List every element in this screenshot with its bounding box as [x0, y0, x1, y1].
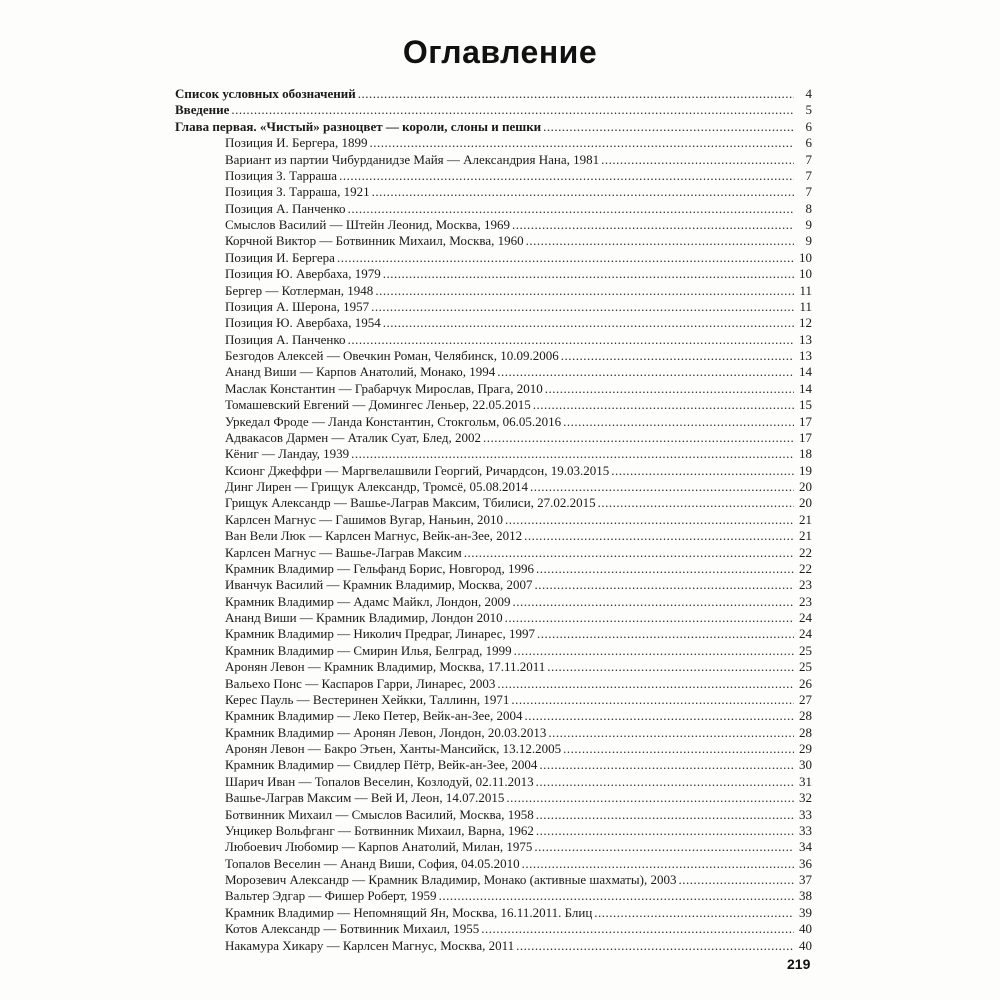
- toc-entry-label: Крамник Владимир — Свидлер Пётр, Вейк-ан-Зее, 2004: [225, 757, 538, 773]
- toc-entry-row: [175, 856, 812, 872]
- toc-entry-row: [175, 201, 812, 217]
- toc-entry-row: [175, 676, 812, 692]
- toc-entry-page: 33: [799, 806, 812, 822]
- toc-entry-row: [175, 168, 812, 184]
- dot-leader: [534, 577, 794, 593]
- toc-entry-label: Кёниг — Ландау, 1939: [225, 446, 350, 462]
- toc-entry-row: [175, 479, 812, 495]
- toc-entry-row: [175, 643, 812, 659]
- dot-leader: [514, 643, 794, 659]
- dot-leader: [516, 938, 794, 954]
- dot-leader: [526, 233, 794, 249]
- toc-entry-row: [175, 528, 812, 544]
- toc-entry-label: Крамник Владимир — Николич Предраг, Линарес, 1997: [225, 626, 535, 642]
- toc-entry-label: Позиция А. Панченко: [225, 331, 346, 347]
- toc-entry-page: 5: [805, 102, 812, 118]
- dot-leader: [548, 725, 794, 741]
- toc-entry-page: 24: [799, 626, 812, 642]
- dot-leader: [231, 102, 794, 118]
- toc-entry-page: 21: [799, 528, 812, 544]
- toc-entry-label: Керес Пауль — Вестеринен Хейкки, Таллинн, 1971: [225, 691, 510, 707]
- toc-entry-page: 25: [799, 642, 812, 658]
- dot-leader: [598, 495, 794, 511]
- toc-entry-page: 14: [799, 380, 812, 396]
- toc-entry-label: Позиция Ю. Авербаха, 1979: [225, 266, 381, 282]
- toc-entry-label: Глава первая. «Чистый» разноцвет — короли, слоны и пешки: [175, 118, 542, 134]
- dot-leader: [522, 856, 794, 872]
- toc-entry-page: 28: [799, 724, 812, 740]
- toc-entry-label: Динг Лирен — Грищук Александр, Тромсё, 05.08.2014: [225, 479, 528, 494]
- dot-leader: [601, 152, 794, 168]
- toc-entry-row: [175, 774, 812, 790]
- dot-leader: [611, 463, 794, 479]
- toc-entry-label: Введение: [175, 102, 230, 118]
- toc-entry-row: [175, 299, 812, 315]
- dot-leader: [464, 545, 794, 561]
- dot-leader: [351, 446, 794, 462]
- toc-entry-label: Маслак Константин — Грабарчук Мирослав, Прага, 2010: [225, 380, 543, 396]
- toc-entry-page: 10: [799, 266, 812, 282]
- dot-leader: [525, 708, 795, 724]
- dot-leader: [536, 561, 794, 577]
- toc-entry-label: Крамник Владимир — Леко Петер, Вейк-ан-Зее, 2004: [225, 708, 523, 724]
- toc-entry-page: 40: [799, 921, 812, 937]
- toc-entry-page: 36: [799, 855, 812, 871]
- toc-entry-page: 33: [799, 822, 812, 838]
- toc-entry-label: Позиция З. Тарраша: [225, 167, 338, 183]
- toc-entry-page: 14: [799, 364, 812, 380]
- toc-entry-label: Аронян Левон — Бакро Этьен, Ханты-Мансийск, 13.12.2005: [225, 741, 562, 756]
- toc-entry-label: Ван Вели Люк — Карлсен Магнус, Вейк-ан-Зее, 2012: [225, 528, 523, 544]
- toc-entry-page: 40: [799, 937, 812, 953]
- toc-entry-label: Ананд Виши — Крамник Владимир, Лондон 2010: [225, 610, 503, 625]
- toc-entry-page: 7: [805, 167, 812, 183]
- toc-entry-row: [175, 921, 812, 937]
- toc-entry-label: Крамник Владимир — Смирин Илья, Белград, 1999: [225, 642, 512, 658]
- dot-leader: [439, 888, 794, 904]
- toc-entry-row: [175, 610, 812, 626]
- dot-leader: [533, 397, 794, 413]
- toc-entry-row: [175, 823, 812, 839]
- dot-leader: [372, 184, 794, 200]
- toc-entry-page: 26: [799, 675, 812, 691]
- toc-entry-label: Адвакасов Дармен — Аталик Суат, Блед, 2002: [225, 429, 481, 445]
- toc-entry-label: Котов Александр — Ботвинник Михаил, 1955: [225, 921, 480, 937]
- toc-entry-label: Крамник Владимир — Непомнящий Ян, Москва, 16.11.2011. Блиц: [225, 904, 593, 920]
- toc-entry-page: 17: [799, 413, 812, 429]
- toc-entry-label: Позиция И. Бергера: [225, 249, 335, 265]
- toc-entry-row: [175, 315, 812, 331]
- toc-entry-page: 8: [805, 200, 812, 216]
- toc-entry-page: 39: [799, 904, 812, 920]
- toc-entry-row: [175, 381, 812, 397]
- toc-entry-page: 9: [805, 217, 812, 232]
- toc-entry-page: 38: [799, 888, 812, 904]
- toc-entry-page: 12: [799, 315, 812, 331]
- toc-entry-row: [175, 659, 812, 675]
- page-number: 219: [787, 956, 811, 972]
- dot-leader: [539, 757, 794, 773]
- toc-entry-label: Позиция З. Тарраша, 1921: [225, 184, 370, 200]
- toc-entry-page: 15: [799, 397, 812, 413]
- toc-entry-page: 25: [799, 659, 812, 675]
- toc-entry-label: Уркедал Фроде — Ланда Константин, Стокгольм, 06.05.2016: [225, 413, 562, 429]
- toc-entry-page: 29: [799, 741, 812, 756]
- toc-entry-label: Вашье-Лаграв Максим — Вей И, Леон, 14.07.2015: [225, 790, 505, 806]
- dot-leader: [497, 364, 794, 380]
- dot-leader: [339, 168, 794, 184]
- toc-entry-page: 22: [799, 544, 812, 560]
- toc-entry-page: 4: [805, 86, 812, 101]
- toc-entry-row: [175, 594, 812, 610]
- toc-entry-row: [175, 233, 812, 249]
- toc-entry-label: Вариант из партии Чибурданидзе Майя — Александрия Нана, 1981: [225, 151, 600, 167]
- toc-entry-row: [175, 217, 812, 233]
- toc-entry-page: 17: [799, 429, 812, 445]
- toc-entry-page: 20: [799, 495, 812, 511]
- toc-entry-label: Крамник Владимир — Аронян Левон, Лондон, 20.03.2013: [225, 724, 547, 740]
- toc-entry-page: 30: [799, 757, 812, 773]
- toc-entry-label: Накамура Хикару — Карлсен Магнус, Москва, 2011: [225, 937, 515, 953]
- toc-entry-label: Позиция А. Шерона, 1957: [225, 298, 370, 314]
- toc-entry-label: Крамник Владимир — Адамс Майкл, Лондон, 2009: [225, 593, 511, 609]
- toc-entry-page: 24: [799, 610, 812, 625]
- dot-leader: [369, 135, 794, 151]
- dot-leader: [536, 807, 794, 823]
- toc-entry-label: Вальехо Понс — Каспаров Гарри, Линарес, 2003: [225, 675, 496, 691]
- dot-leader: [358, 86, 794, 102]
- dot-leader: [348, 332, 794, 348]
- toc-entry-label: Позиция И. Бергера, 1899: [225, 135, 368, 151]
- toc-entry-row: [175, 692, 812, 708]
- toc-entry-page: 22: [799, 560, 812, 576]
- toc-entry-row: [175, 708, 812, 724]
- toc-entry-label: Бергер — Котлерман, 1948: [225, 282, 374, 298]
- toc-chapter-row: [175, 119, 812, 135]
- toc-entry-page: 28: [799, 708, 812, 724]
- toc-entry-page: 27: [799, 691, 812, 707]
- toc-entry-row: [175, 283, 812, 299]
- dot-leader: [505, 512, 794, 528]
- toc-entry-row: [175, 414, 812, 430]
- toc-entry-label: Позиция Ю. Авербаха, 1954: [225, 315, 381, 331]
- toc-entry-page: 9: [805, 233, 812, 249]
- dot-leader: [537, 626, 794, 642]
- toc-entry-label: Аронян Левон — Крамник Владимир, Москва, 17.11.2011: [225, 659, 546, 675]
- toc-entry-row: [175, 348, 812, 364]
- dot-leader: [563, 741, 794, 757]
- toc-entry-row: [175, 184, 812, 200]
- toc-entry-label: Крамник Владимир — Гельфанд Борис, Новгород, 1996: [225, 560, 535, 576]
- toc-entry-label: Позиция А. Панченко: [225, 200, 346, 216]
- toc-entry-row: [175, 250, 812, 266]
- toc-chapter-row: [175, 86, 812, 102]
- toc-entry-label: Ананд Виши — Карпов Анатолий, Монако, 1994: [225, 364, 496, 380]
- toc-entry-label: Ксионг Джеффри — Маргвелашвили Георгий, Ричардсон, 19.03.2015: [225, 462, 610, 478]
- toc-entry-label: Томашевский Евгений — Домингес Леньер, 22.05.2015: [225, 397, 531, 413]
- toc-entry-row: [175, 938, 812, 954]
- toc-entry-label: Корчной Виктор — Ботвинник Михаил, Москва, 1960: [225, 233, 524, 249]
- toc-entry-label: Шарич Иван — Топалов Веселин, Козлодуй, 02.11.2013: [225, 773, 534, 789]
- toc-entry-row: [175, 725, 812, 741]
- toc-entry-page: 13: [799, 331, 812, 347]
- dot-leader: [383, 315, 794, 331]
- toc-entry-page: 32: [799, 790, 812, 806]
- dot-leader: [561, 348, 794, 364]
- dot-leader: [481, 921, 794, 937]
- toc-entry-row: [175, 757, 812, 773]
- dot-leader: [563, 414, 794, 430]
- toc-entry-row: [175, 332, 812, 348]
- toc-entry-row: [175, 152, 812, 168]
- toc-entry-page: 13: [799, 348, 812, 363]
- dot-leader: [678, 872, 794, 888]
- toc-entry-label: Иванчук Василий — Крамник Владимир, Москва, 2007: [225, 577, 533, 593]
- toc-entry-row: [175, 905, 812, 921]
- dot-leader: [348, 201, 794, 217]
- toc-entry-row: [175, 888, 812, 904]
- toc-entry-page: 23: [799, 577, 812, 593]
- toc-entry-row: [175, 545, 812, 561]
- toc-entry-page: 31: [799, 773, 812, 789]
- toc-entry-page: 6: [805, 135, 812, 151]
- toc-entry-row: [175, 397, 812, 413]
- dot-leader: [547, 659, 794, 675]
- toc-entry-row: [175, 495, 812, 511]
- toc-entry-row: [175, 446, 812, 462]
- toc-entry-row: [175, 839, 812, 855]
- dot-leader: [375, 283, 794, 299]
- dot-leader: [497, 676, 794, 692]
- dot-leader: [594, 905, 794, 921]
- toc-entry-page: 10: [799, 249, 812, 265]
- dot-leader: [512, 594, 794, 610]
- dot-leader: [536, 774, 794, 790]
- toc-entry-label: Морозевич Александр — Крамник Владимир, Монако (активные шахматы), 2003: [225, 872, 677, 887]
- toc-entry-label: Топалов Веселин — Ананд Виши, София, 04.05.2010: [225, 855, 520, 871]
- toc-chapter-row: [175, 102, 812, 118]
- dot-leader: [543, 119, 794, 135]
- dot-leader: [506, 790, 794, 806]
- dot-leader: [545, 381, 794, 397]
- toc-entry-row: [175, 463, 812, 479]
- toc-entry-row: [175, 135, 812, 151]
- toc-entry-label: Смыслов Василий — Штейн Леонид, Москва, 1969: [225, 217, 510, 232]
- dot-leader: [536, 823, 794, 839]
- toc-entry-page: 21: [799, 511, 812, 527]
- toc-entry-label: Любоевич Любомир — Карпов Анатолий, Милан, 1975: [225, 839, 533, 855]
- toc-entry-page: 20: [799, 479, 812, 494]
- toc-entry-page: 18: [799, 446, 812, 462]
- dot-leader: [371, 299, 794, 315]
- toc-entry-row: [175, 512, 812, 528]
- toc-entry-page: 7: [805, 151, 812, 167]
- toc-entry-row: [175, 364, 812, 380]
- toc-entry-row: [175, 577, 812, 593]
- toc-entry-label: Карлсен Магнус — Гашимов Вугар, Наньин, 2010: [225, 511, 503, 527]
- dot-leader: [511, 692, 794, 708]
- dot-leader: [530, 479, 794, 495]
- toc-entry-page: 11: [799, 282, 812, 298]
- toc-entry-label: Безгодов Алексей — Овечкин Роман, Челябинск, 10.09.2006: [225, 348, 559, 363]
- toc-entry-row: [175, 430, 812, 446]
- toc-entry-page: 11: [799, 298, 812, 314]
- dot-leader: [534, 839, 794, 855]
- toc-entry-row: [175, 741, 812, 757]
- toc-entry-label: Ботвинник Михаил — Смыслов Василий, Москва, 1958: [225, 806, 534, 822]
- toc-entry-page: 34: [799, 839, 812, 855]
- toc-entry-page: 23: [799, 593, 812, 609]
- toc-entry-row: [175, 626, 812, 642]
- toc-entry-row: [175, 790, 812, 806]
- table-of-contents: [175, 86, 812, 954]
- page-title: Оглавление: [402, 34, 598, 70]
- toc-entry-row: [175, 561, 812, 577]
- dot-leader: [337, 250, 794, 266]
- toc-entry-label: Унцикер Вольфганг — Ботвинник Михаил, Варна, 1962: [225, 822, 534, 838]
- toc-entry-page: 7: [805, 184, 812, 200]
- toc-entry-row: [175, 807, 812, 823]
- toc-entry-row: [175, 872, 812, 888]
- toc-entry-label: Грищук Александр — Вашье-Лаграв Максим, Тбилиси, 27.02.2015: [225, 495, 596, 511]
- dot-leader: [524, 528, 794, 544]
- toc-entry-row: [175, 266, 812, 282]
- toc-entry-page: 37: [799, 872, 812, 887]
- dot-leader: [383, 266, 794, 282]
- dot-leader: [512, 217, 794, 233]
- dot-leader: [505, 610, 794, 626]
- toc-entry-label: Вальтер Эдгар — Фишер Роберт, 1959: [225, 888, 437, 904]
- toc-entry-label: Карлсен Магнус — Вашье-Лаграв Максим: [225, 544, 462, 560]
- toc-entry-page: 6: [805, 118, 812, 134]
- toc-entry-label: Список условных обозначений: [175, 86, 356, 101]
- toc-entry-page: 19: [799, 462, 812, 478]
- dot-leader: [483, 430, 794, 446]
